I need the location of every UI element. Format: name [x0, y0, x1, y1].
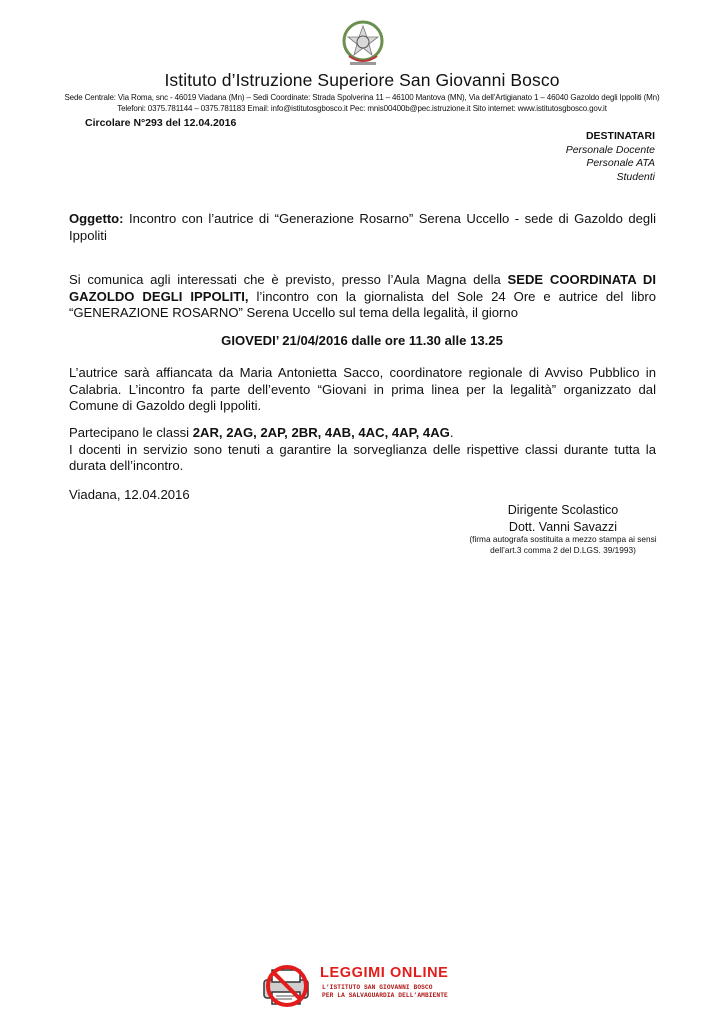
subject-paragraph	[69, 211, 656, 244]
signatory-role: Dirigente Scolastico	[507, 503, 619, 517]
participants-paragraph	[69, 425, 656, 475]
participants-period: .	[449, 425, 454, 440]
contacts-line: Telefoni: 0375.781144 – 0375.781183 Email: info@istitutosgbosco.it Pec: mnis00400b@pec.istruzione.it Sito internet: www.istitutosgbosco.gov.it	[117, 103, 607, 113]
logo-title: LEGGIMI ONLINE	[320, 965, 449, 981]
participating-classes: 2AR, 2AG, 2AP, 2BR, 4AB, 4AC, 4AP, 4AG	[192, 425, 450, 440]
subject-text: Incontro con l’autrice di “Generazione Rosarno” Serena Uccello - sede di Gazoldo degli Ippoliti	[69, 211, 656, 243]
leggimi-online-logo	[258, 960, 468, 1010]
signature-block	[448, 502, 678, 536]
announcement-paragraph	[69, 272, 656, 322]
logo-subtitle: L’ISTITUTO SAN GIOVANNI BOSCO	[322, 984, 433, 991]
venue-highlight: SEDE COORDINATA DI GAZOLDO DEGLI IPPOLITI,	[69, 272, 656, 304]
italian-republic-emblem-icon	[340, 18, 386, 68]
signatory-name: Dott. Vanni Savazzi	[508, 520, 618, 534]
event-date: GIOVEDI’ 21/04/2016 dalle ore 11.30 alle 13.25	[221, 333, 503, 348]
announcement-text-continued: l’incontro con la giornalista del Sole 24 Ore e autrice del libro “GENERAZIONE ROSARNO” Serena Uccello sul tema della legalità, il giorno	[69, 288, 656, 320]
announcement-text: Si comunica agli interessati che è previsto, presso l’Aula Magna della	[69, 272, 508, 287]
recipients-block	[566, 130, 655, 184]
recipient-item: Studenti	[616, 170, 655, 183]
recipient-item: Personale Docente	[565, 143, 655, 156]
logo-subtitle: PER LA SALVAGUARDIA DELL’AMBIENTE	[322, 992, 448, 999]
teachers-duty-text: I docenti in servizio sono tenuti a garantire la sorveglianza delle rispettive classi durante tutta la durata dell’incontro.	[69, 441, 656, 473]
recipients-heading: DESTINATARI	[585, 130, 655, 142]
no-printer-icon	[258, 960, 320, 1008]
signature-note-line: dell’art.3 comma 2 del D.LGS. 39/1993)	[490, 544, 636, 555]
place-and-date: Viadana, 12.04.2016	[69, 487, 190, 502]
event-details-paragraph: L’autrice sarà affiancata da Maria Antonietta Sacco, coordinatore regionale di Avviso Pubblico in Calabria. L’incontro fa parte dell’evento “Giovani in prima linea per la legalità” organizzato dal Comune di Gazoldo degli Ippoliti.	[69, 365, 656, 413]
participants-lead: Partecipano le classi	[69, 425, 193, 440]
address-line: Sede Centrale: Via Roma, snc - 46019 Viadana (Mn) – Sedi Coordinate: Strada Spolverina 11 – 46100 Mantova (MN), Via dell’Artigianato 1 – 46040 Gazoldo degli Ippoliti (Mn)	[64, 92, 660, 102]
signature-note-line: (firma autografa sostituita a mezzo stampa ai sensi	[469, 534, 657, 544]
recipient-item: Personale ATA	[586, 157, 655, 169]
signature-note	[448, 534, 678, 555]
subject-label: Oggetto:	[69, 211, 124, 226]
circular-number: Circolare N°293 del 12.04.2016	[85, 117, 237, 129]
school-name: Istituto d’Istruzione Superiore San Giovanni Bosco	[164, 70, 560, 90]
